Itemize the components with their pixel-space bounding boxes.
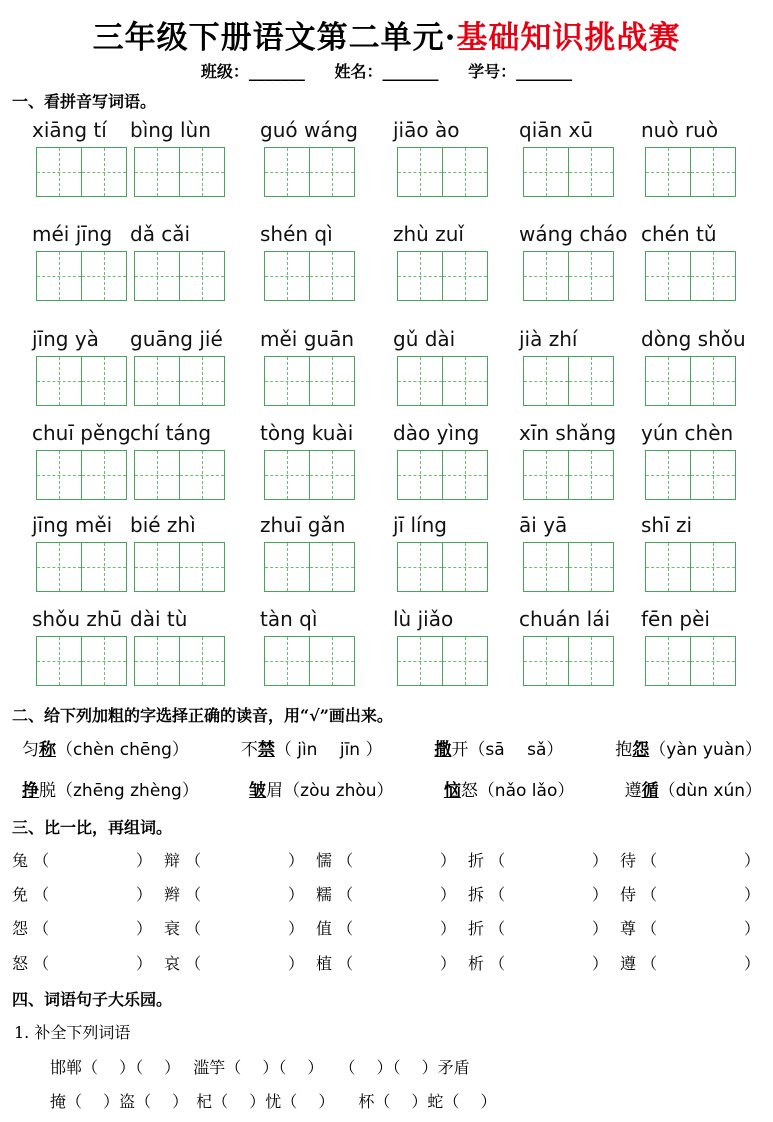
pinyin-prompt: dài tù	[130, 607, 188, 631]
word-blank[interactable]: 拆 （ ）	[468, 885, 608, 904]
pinyin-prompt: gǔ dài	[393, 327, 456, 351]
writing-grid[interactable]	[134, 636, 223, 686]
pinyin-prompt: zhuī gǎn	[260, 513, 346, 537]
word-blank[interactable]: 尊 （ ）	[620, 919, 760, 938]
writing-cell[interactable]	[645, 147, 691, 197]
pinyin-prompt: shǒu zhū	[32, 607, 123, 631]
pronunciation-row	[22, 738, 762, 762]
writing-grid[interactable]	[397, 251, 486, 301]
word-blank[interactable]: 辫 （ ）	[164, 885, 304, 904]
writing-grid[interactable]	[36, 147, 125, 197]
writing-grid[interactable]	[36, 356, 125, 406]
pinyin-prompt: nuò ruò	[641, 118, 719, 142]
pinyin-prompt: chuán lái	[519, 607, 611, 631]
word-blank[interactable]: 怨 （ ）	[12, 919, 152, 938]
bold-character: 循	[641, 781, 659, 801]
word-blank[interactable]: 哀 （ ）	[164, 954, 304, 973]
pinyin-prompt: tàn qì	[260, 607, 318, 631]
writing-cell[interactable]	[36, 450, 82, 500]
writing-cell[interactable]	[179, 450, 225, 500]
class-field[interactable]: 班级：_______	[200, 62, 305, 81]
writing-cell[interactable]	[36, 251, 82, 301]
writing-cell[interactable]	[264, 450, 310, 500]
word-blank[interactable]: 兔 （ ）	[12, 851, 152, 870]
word-blank[interactable]: 懦 （ ）	[316, 851, 456, 870]
writing-cell[interactable]	[523, 636, 569, 686]
writing-cell[interactable]	[523, 542, 569, 592]
word-blank[interactable]: 待 （ ）	[620, 851, 760, 870]
pinyin-prompt: jīng yà	[32, 327, 99, 351]
idiom-row[interactable]: 掩（ ）盗（ ） 杞（ ）忧（ ） 杯（ ）蛇（ ）	[50, 1092, 497, 1111]
pinyin-prompt: lù jiǎo	[393, 607, 454, 631]
pinyin-prompt: tòng kuài	[260, 421, 354, 445]
bold-character: 称	[39, 740, 56, 760]
pinyin-prompt: xiāng tí	[32, 118, 107, 142]
writing-cell[interactable]	[690, 542, 736, 592]
section-2-heading: 二、给下列加粗的字选择正确的读音，用“√”画出来。	[12, 706, 393, 725]
pronunciation-item[interactable]: 撒开（sā sǎ）	[434, 740, 564, 760]
writing-cell[interactable]	[523, 147, 569, 197]
writing-cell[interactable]	[568, 356, 614, 406]
writing-cell[interactable]	[134, 450, 180, 500]
pinyin-prompt: wáng cháo	[519, 222, 628, 246]
writing-grid[interactable]	[264, 251, 353, 301]
writing-grid[interactable]	[523, 542, 612, 592]
pinyin-prompt: jīng měi	[32, 513, 113, 537]
writing-grid[interactable]	[134, 251, 223, 301]
word-blank[interactable]: 免 （ ）	[12, 885, 152, 904]
writing-grid[interactable]	[397, 636, 486, 686]
word-blank[interactable]: 怒 （ ）	[12, 954, 152, 973]
compare-row	[12, 850, 760, 872]
pronunciation-item[interactable]: 遵循（dùn xún）	[624, 781, 762, 801]
writing-cell[interactable]	[523, 251, 569, 301]
writing-grid[interactable]	[134, 450, 223, 500]
compare-row	[12, 953, 760, 975]
section-4-heading: 四、词语句子大乐园。	[12, 990, 173, 1009]
writing-grid[interactable]	[36, 636, 125, 686]
pinyin-prompt: xīn shǎng	[519, 421, 617, 445]
writing-cell[interactable]	[36, 636, 82, 686]
compare-row	[12, 884, 760, 906]
writing-cell[interactable]	[397, 251, 443, 301]
writing-grid[interactable]	[264, 542, 353, 592]
writing-cell[interactable]	[568, 542, 614, 592]
writing-grid[interactable]	[36, 450, 125, 500]
pinyin-prompt: fēn pèi	[641, 607, 710, 631]
word-blank[interactable]: 折 （ ）	[468, 919, 608, 938]
writing-cell[interactable]	[36, 542, 82, 592]
writing-cell[interactable]	[568, 147, 614, 197]
number-field[interactable]: 学号：_______	[468, 62, 573, 81]
writing-cell[interactable]	[645, 356, 691, 406]
writing-cell[interactable]	[309, 450, 355, 500]
pinyin-options[interactable]: （sā sǎ）	[468, 740, 564, 760]
writing-grid[interactable]	[134, 356, 223, 406]
writing-cell[interactable]	[264, 147, 310, 197]
writing-cell[interactable]	[264, 636, 310, 686]
pronunciation-row	[22, 779, 762, 803]
writing-cell[interactable]	[442, 147, 488, 197]
writing-grid[interactable]	[264, 636, 353, 686]
writing-grid[interactable]	[523, 450, 612, 500]
pinyin-prompt: méi jīng	[32, 222, 113, 246]
pinyin-prompt: chí táng	[130, 421, 212, 445]
writing-grid[interactable]	[397, 356, 486, 406]
writing-cell[interactable]	[81, 147, 127, 197]
pinyin-prompt: jiāo ào	[393, 118, 460, 142]
writing-grid[interactable]	[645, 147, 734, 197]
writing-grid[interactable]	[523, 147, 612, 197]
bold-character: 怨	[632, 740, 650, 760]
writing-grid[interactable]	[523, 251, 612, 301]
writing-cell[interactable]	[264, 542, 310, 592]
writing-cell[interactable]	[397, 542, 443, 592]
writing-cell[interactable]	[134, 636, 180, 686]
writing-cell[interactable]	[309, 636, 355, 686]
pinyin-options[interactable]: （nǎo lǎo）	[477, 781, 575, 801]
subquestion-1: 1. 补全下列词语	[14, 1023, 131, 1042]
writing-cell[interactable]	[264, 251, 310, 301]
writing-cell[interactable]	[568, 251, 614, 301]
writing-grid[interactable]	[134, 542, 223, 592]
writing-grid[interactable]	[397, 542, 486, 592]
writing-cell[interactable]	[442, 450, 488, 500]
writing-cell[interactable]	[36, 356, 82, 406]
writing-grid[interactable]	[36, 542, 125, 592]
pinyin-prompt: guó wáng	[260, 118, 358, 142]
pinyin-prompt: dào yìng	[393, 421, 480, 445]
pronunciation-item[interactable]: 皱眉（zòu zhòu）	[249, 781, 394, 801]
pinyin-prompt: jià zhí	[519, 327, 578, 351]
word-blank[interactable]: 辩 （ ）	[164, 851, 304, 870]
writing-cell[interactable]	[309, 542, 355, 592]
pinyin-prompt: měi guān	[260, 327, 355, 351]
pinyin-prompt: chén tǔ	[641, 222, 717, 246]
writing-grid[interactable]	[645, 542, 734, 592]
pinyin-options[interactable]: （ jìn jīn ）	[274, 740, 383, 760]
pinyin-prompt: dòng shǒu	[641, 327, 746, 351]
writing-cell[interactable]	[645, 542, 691, 592]
pinyin-prompt: shī zi	[641, 513, 693, 537]
writing-grid[interactable]	[397, 450, 486, 500]
pinyin-prompt: bìng lùn	[130, 118, 211, 142]
pinyin-prompt: guāng jié	[130, 327, 223, 351]
writing-cell[interactable]	[36, 147, 82, 197]
pinyin-prompt: yún chèn	[641, 421, 734, 445]
pinyin-options[interactable]: （chèn chēng）	[56, 740, 189, 760]
writing-cell[interactable]	[81, 450, 127, 500]
writing-cell[interactable]	[397, 147, 443, 197]
word-blank[interactable]: 糯 （ ）	[316, 885, 456, 904]
bold-character: 禁	[257, 740, 275, 760]
compare-row	[12, 918, 760, 940]
writing-cell[interactable]	[523, 356, 569, 406]
writing-grid[interactable]	[523, 356, 612, 406]
writing-cell[interactable]	[134, 542, 180, 592]
writing-cell[interactable]	[81, 542, 127, 592]
bold-character: 撒	[434, 740, 452, 760]
pinyin-prompt: shén qì	[260, 222, 333, 246]
pronunciation-item[interactable]: 恼怒（nǎo lǎo）	[443, 781, 575, 801]
writing-cell[interactable]	[179, 251, 225, 301]
writing-cell[interactable]	[309, 251, 355, 301]
pinyin-options[interactable]: （zhēng zhèng）	[56, 781, 199, 801]
writing-grid[interactable]	[264, 147, 353, 197]
title-highlight: 基础知识挑战赛	[456, 20, 681, 56]
word-blank[interactable]: 衰 （ ）	[164, 919, 304, 938]
pinyin-prompt: zhù zuǐ	[393, 222, 464, 246]
writing-cell[interactable]	[81, 636, 127, 686]
bold-character: 皱	[249, 781, 267, 801]
idiom-row[interactable]: 邯郸（ ）（ ） 滥竽（ ）（ ） （ ）（ ）矛盾	[50, 1058, 470, 1077]
writing-cell[interactable]	[179, 147, 225, 197]
writing-grid[interactable]	[264, 450, 353, 500]
writing-grid[interactable]	[36, 251, 125, 301]
writing-cell[interactable]	[568, 450, 614, 500]
writing-cell[interactable]	[397, 636, 443, 686]
writing-grid[interactable]	[397, 147, 486, 197]
writing-grid[interactable]	[645, 636, 734, 686]
writing-cell[interactable]	[397, 450, 443, 500]
pinyin-options[interactable]: （zòu zhòu）	[283, 781, 394, 801]
section-1-heading: 一、看拼音写词语。	[12, 92, 157, 111]
writing-cell[interactable]	[645, 636, 691, 686]
writing-cell[interactable]	[442, 356, 488, 406]
writing-cell[interactable]	[442, 636, 488, 686]
writing-grid[interactable]	[523, 636, 612, 686]
pinyin-prompt: qiān xū	[519, 118, 594, 142]
writing-grid[interactable]	[134, 147, 223, 197]
writing-grid[interactable]	[645, 356, 734, 406]
writing-cell[interactable]	[134, 251, 180, 301]
writing-cell[interactable]	[179, 542, 225, 592]
writing-cell[interactable]	[690, 147, 736, 197]
word-blank[interactable]: 折 （ ）	[468, 851, 608, 870]
writing-cell[interactable]	[134, 356, 180, 406]
pinyin-prompt: dǎ cǎi	[130, 222, 191, 246]
writing-cell[interactable]	[179, 356, 225, 406]
word-blank[interactable]: 侍 （ ）	[620, 885, 760, 904]
section-3-heading: 三、比一比，再组词。	[12, 818, 173, 837]
pronunciation-item[interactable]: 不禁（ jìn jīn ）	[240, 740, 383, 760]
writing-cell[interactable]	[397, 356, 443, 406]
student-info	[0, 62, 773, 82]
writing-cell[interactable]	[690, 251, 736, 301]
writing-cell[interactable]	[690, 356, 736, 406]
word-blank[interactable]: 植 （ ）	[316, 954, 456, 973]
writing-grid[interactable]	[264, 356, 353, 406]
writing-cell[interactable]	[645, 251, 691, 301]
writing-cell[interactable]	[81, 356, 127, 406]
pinyin-options[interactable]: （yàn yuàn）	[649, 740, 762, 760]
pronunciation-item[interactable]: 抱怨（yàn yuàn）	[615, 740, 762, 760]
writing-cell[interactable]	[309, 147, 355, 197]
pinyin-prompt: bié zhì	[130, 513, 196, 537]
pronunciation-item[interactable]: 挣脱（zhēng zhèng）	[22, 781, 199, 801]
bold-character: 恼	[443, 781, 461, 801]
writing-cell[interactable]	[690, 636, 736, 686]
writing-cell[interactable]	[134, 147, 180, 197]
word-blank[interactable]: 值 （ ）	[316, 919, 456, 938]
page-title	[0, 18, 773, 58]
writing-cell[interactable]	[523, 450, 569, 500]
title-main: 三年级下册语文第二单元·	[92, 20, 457, 56]
pronunciation-item[interactable]: 匀称（chèn chēng）	[22, 740, 189, 760]
writing-grid[interactable]	[645, 450, 734, 500]
writing-cell[interactable]	[568, 636, 614, 686]
bold-character: 挣	[22, 781, 39, 801]
writing-cell[interactable]	[309, 356, 355, 406]
name-field[interactable]: 姓名：_______	[334, 62, 439, 81]
writing-grid[interactable]	[645, 251, 734, 301]
pinyin-prompt: chuī pěng	[32, 421, 131, 445]
writing-cell[interactable]	[690, 450, 736, 500]
pinyin-prompt: jī líng	[393, 513, 447, 537]
writing-cell[interactable]	[179, 636, 225, 686]
writing-cell[interactable]	[645, 450, 691, 500]
pinyin-options[interactable]: （dùn xún）	[658, 781, 762, 801]
writing-cell[interactable]	[264, 356, 310, 406]
writing-cell[interactable]	[442, 251, 488, 301]
writing-cell[interactable]	[81, 251, 127, 301]
pinyin-prompt: āi yā	[519, 513, 568, 537]
word-blank[interactable]: 析 （ ）	[468, 954, 608, 973]
writing-cell[interactable]	[442, 542, 488, 592]
word-blank[interactable]: 遵 （ ）	[620, 954, 760, 973]
